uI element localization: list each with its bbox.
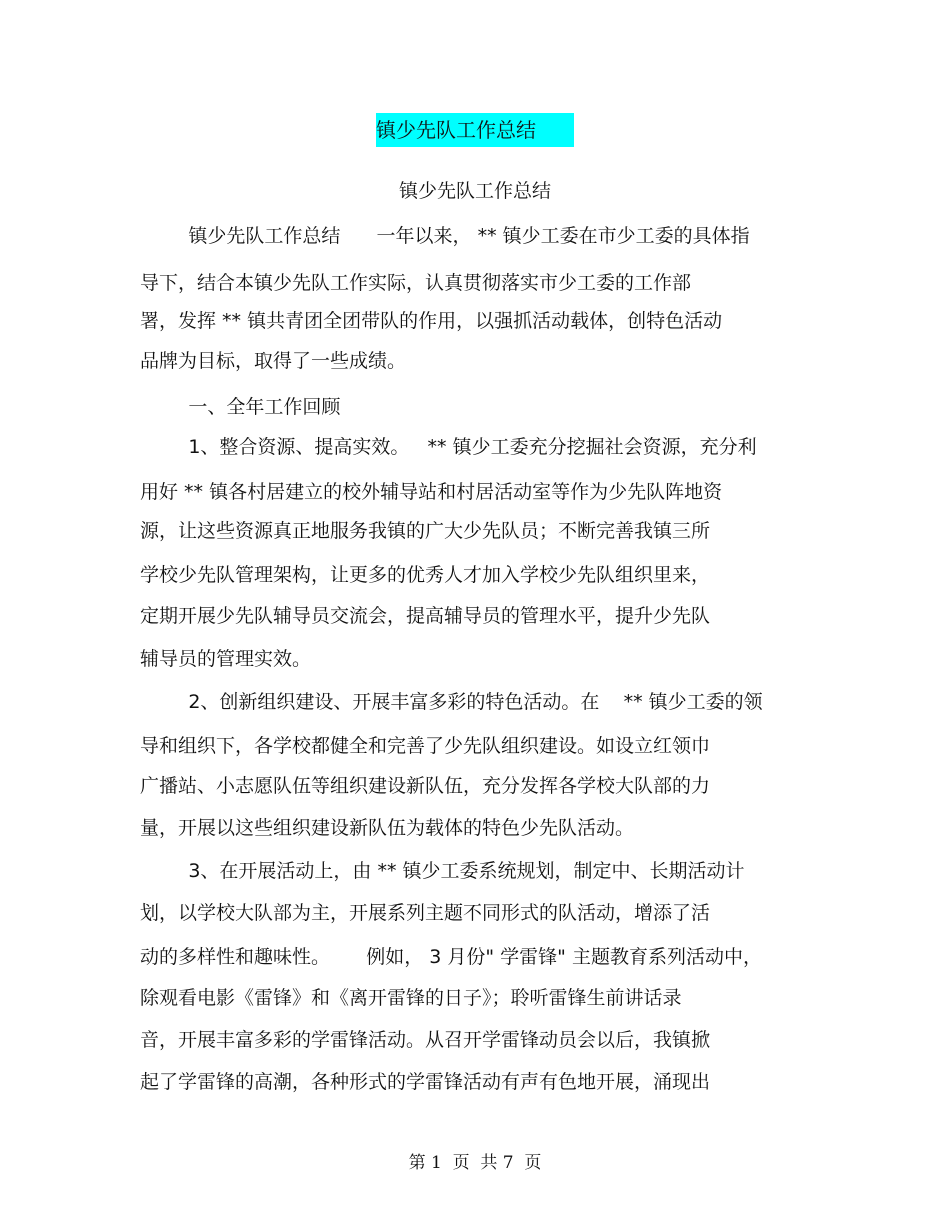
- body-line: 署，发挥 ** 镇共青团全团带队的作用，以强抓活动载体，创特色活动: [140, 310, 723, 332]
- body-line: 辅导员的管理实效。: [140, 648, 312, 670]
- body-line: 3、在开展活动上，由 ** 镇少工委系统规划，制定中、长期活动计: [140, 860, 745, 882]
- body-line: 划，以学校大队部为主，开展系列主题不同形式的队活动，增添了活: [140, 902, 711, 924]
- document-subtitle: 镇少先队工作总结: [398, 180, 551, 202]
- body-line: 品牌为目标，取得了一些成绩。: [140, 350, 407, 372]
- body-line: 用好 ** 镇各村居建立的校外辅导站和村居活动室等作为少先队阵地资: [140, 481, 723, 503]
- body-line: 音，开展丰富多彩的学雷锋活动。从召开学雷锋动员会以后，我镇掀: [140, 1029, 711, 1051]
- body-line: 1、整合资源、提高实效。 ** 镇少工委充分挖掘社会资源，充分利: [140, 436, 757, 458]
- body-line: 动的多样性和趣味性。 例如， 3 月份" 学雷锋" 主题教育系列活动中，: [140, 946, 762, 968]
- body-line: 广播站、小志愿队伍等组织建设新队伍，充分发挥各学校大队部的力: [140, 775, 711, 797]
- body-line: 导下，结合本镇少先队工作实际，认真贯彻落实市少工委的工作部: [140, 272, 692, 294]
- body-line: 导和组织下，各学校都健全和完善了少先队组织建设。如设立红领巾: [140, 735, 711, 757]
- section-heading: 一、全年工作回顾: [140, 396, 341, 418]
- body-line: 除观看电影《雷锋》和《离开雷锋的日子》；聆听雷锋生前讲话录: [140, 987, 682, 1009]
- body-line: 量，开展以这些组织建设新队伍为载体的特色少先队活动。: [140, 817, 635, 839]
- body-line: 起了学雷锋的高潮，各种形式的学雷锋活动有声有色地开展，涌现出: [140, 1071, 711, 1093]
- body-line: 定期开展少先队辅导员交流会，提高辅导员的管理水平，提升少先队: [140, 605, 711, 627]
- document-title: 镇少先队工作总结: [376, 118, 536, 142]
- body-line: 2、创新组织建设、开展丰富多彩的特色活动。在 ** 镇少工委的领: [140, 691, 763, 713]
- page-number-footer: 第 1 页 共 7 页: [408, 1153, 542, 1173]
- body-line: 源，让这些资源真正地服务我镇的广大少先队员；不断完善我镇三所: [140, 520, 711, 542]
- body-line: 学校少先队管理架构，让更多的优秀人才加入学校少先队组织里来，: [140, 564, 711, 586]
- body-line: 镇少先队工作总结 一年以来， ** 镇少工委在市少工委的具体指: [140, 225, 750, 247]
